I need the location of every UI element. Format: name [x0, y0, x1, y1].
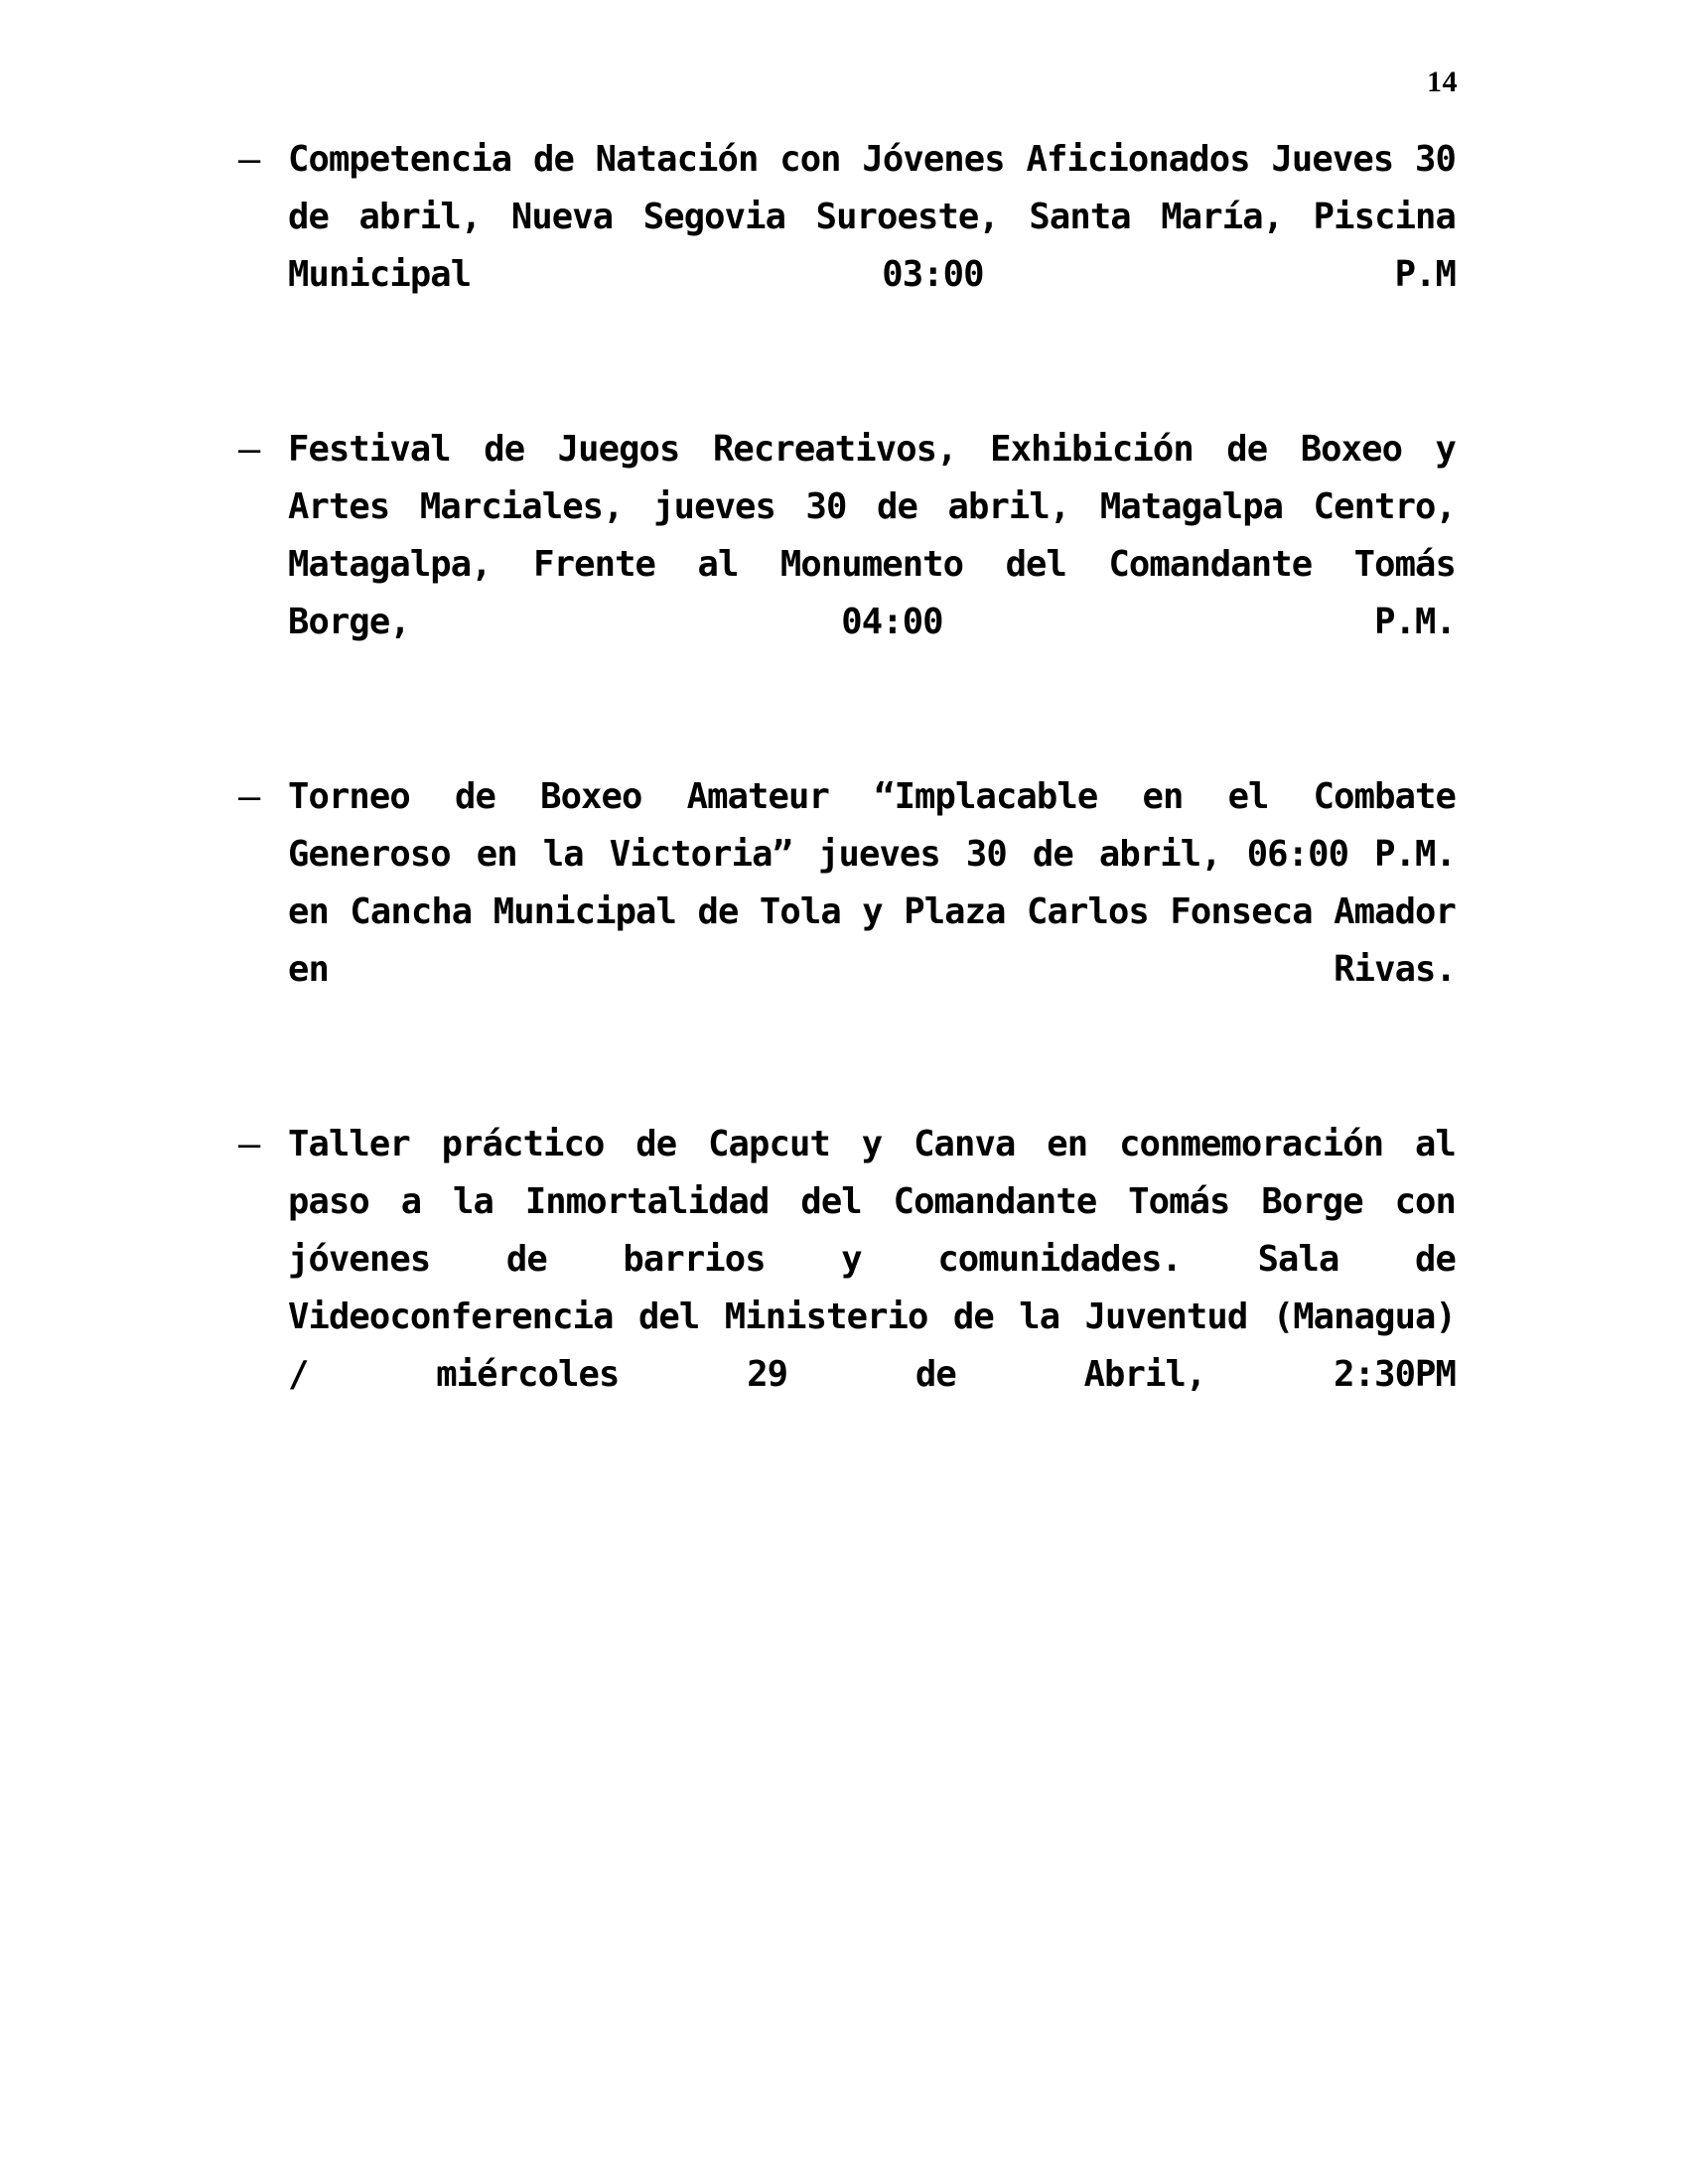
list-item-text: Competencia de Natación con Jóvenes Aficionados Jueves 30 de abril, Nueva Segovia Suroeste, Santa María, Piscina Municipal 03:00 P.M [288, 139, 1456, 295]
list-item [236, 131, 1456, 361]
list-item-text: Torneo de Boxeo Amateur “Implacable en el Combate Generoso en la Victoria” jueves 30 de abril, 06:00 P.M. en Cancha Municipal de Tola y Plaza Carlos Fonseca Amador en Rivas. [288, 776, 1456, 990]
dash-bullet-icon: – [238, 428, 261, 471]
dash-bullet-icon: – [238, 1123, 261, 1165]
list-item [236, 1116, 1456, 1461]
dash-bullet-icon: – [238, 775, 261, 818]
list-item-text: Festival de Juegos Recreativos, Exhibición de Boxeo y Artes Marciales, jueves 30 de abril, Matagalpa Centro, Matagalpa, Frente al Monumento del Comandante Tomás Borge, 04:00 P.M. [288, 429, 1456, 642]
bullet-list [236, 131, 1456, 1461]
list-item-text: Taller práctico de Capcut y Canva en conmemoración al paso a la Inmortalidad del Comandante Tomás Borge con jóvenes de barrios y comunidades. Sala de Videoconferencia del Ministerio de la Juventud (Managua) / miércoles 29 de Abril, 2:30PM [288, 1124, 1456, 1395]
page-number: 14 [1427, 66, 1458, 98]
list-item [236, 768, 1456, 1056]
dash-bullet-icon: – [238, 138, 261, 181]
list-item [236, 421, 1456, 709]
